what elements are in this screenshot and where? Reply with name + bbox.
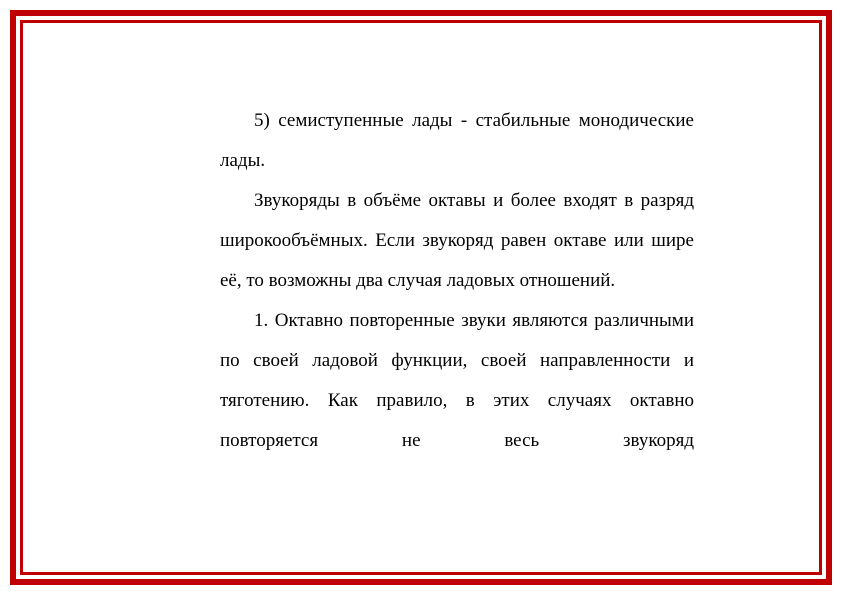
body-text (220, 101, 694, 461)
paragraph-seven-step-modes: 5) семиступенные лады - стабильные монодические лады. (220, 110, 694, 171)
paragraph-octave-repeated-tones: 1. Октавно повторенные звуки являются различными по своей ладовой функции, своей направленности и тяготению. Как правило, в этих случаях октавно повторяется не весь звукоряд (220, 310, 694, 451)
paragraph-wide-range-scales: Звукоряды в объёме октавы и более входят в разряд широкообъёмных. Если звукоряд равен октаве или шире её, то возможны два случая ладовых отношений. (220, 190, 694, 291)
